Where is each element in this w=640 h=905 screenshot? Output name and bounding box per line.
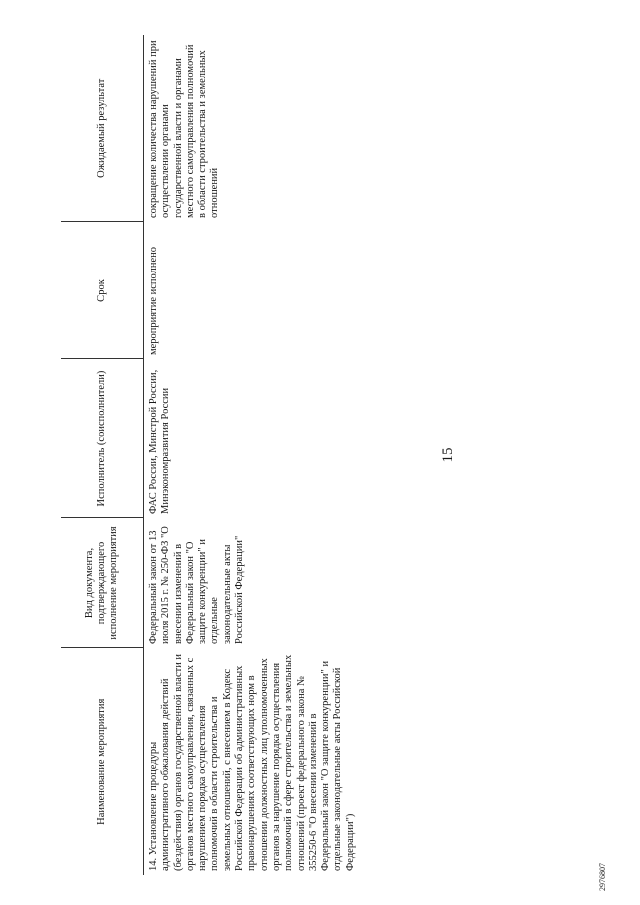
table-row [144, 35, 361, 875]
cell-name: 14. Установление процедуры административного обжалования действий (бездействия) органов государственной власти и органов местного самоуправления, связанных с нарушением порядка осуществления полномочий в области строительства и земельных отношений, с внесением в Кодекс Российской Федерации об административных правонарушениях соответствующих норм в отношении должностных лиц уполномоченных органов за нарушение порядка осуществления полномочий в сфере строительства и земельных отношений (проект федерального закона № 355250-6 "О внесении изменений в Федеральный закон "О защите конкуренции" и отдельные законодательные акты Российской Федерации") [148, 653, 356, 871]
cell-result: сокращение количества нарушений при осуществлении органами государственной власти и органами местного самоуправления полномочий в области строительства и земельных отношений [148, 40, 221, 218]
page-number: 15 [440, 447, 456, 463]
header-name: Наименование мероприятия [61, 648, 144, 875]
cell-executor: ФАС России, Минстрой России, Минэкономразвития России [148, 369, 172, 514]
cell-deadline: мероприятие исполнено [148, 246, 159, 355]
header-result: Ожидаемый результат [61, 35, 144, 222]
cell-document: Федеральный закон от 13 июля 2015 г. № 250-ФЗ "О внесении изменений в Федеральный закон "О защите конкуренции" и отдельные законодательные акты Российской Федерации" [148, 526, 246, 644]
doc-code: 2976807 [598, 863, 607, 891]
header-executor: Исполнитель (соисполнители) [61, 359, 144, 518]
table-header-row [61, 35, 144, 875]
header-document: Вид документа, подтверждающего исполнение мероприятия [61, 518, 144, 648]
measures-table [61, 35, 360, 875]
header-deadline: Срок [61, 222, 144, 359]
